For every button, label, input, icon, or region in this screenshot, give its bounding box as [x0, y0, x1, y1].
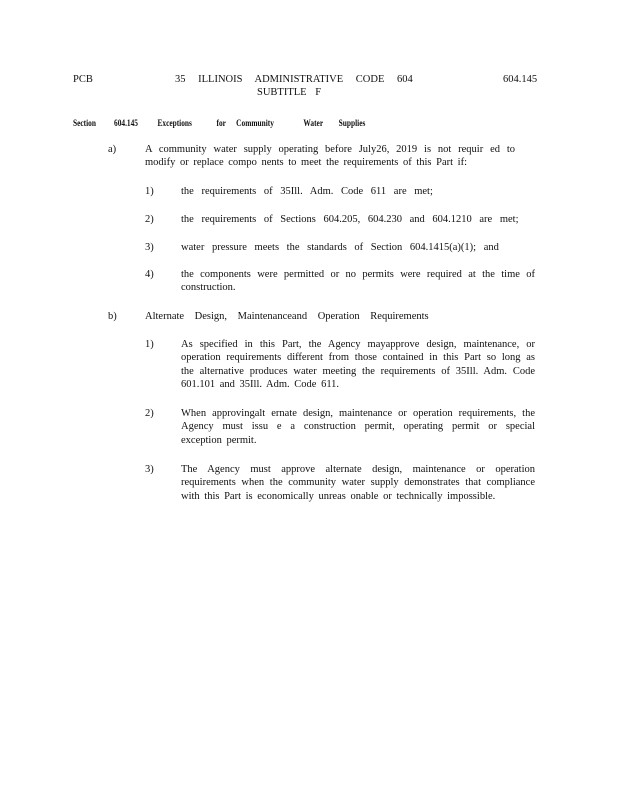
section-heading-word: Community: [236, 118, 274, 128]
section-heading-word: Exceptions: [157, 118, 192, 128]
item-label: 1): [145, 186, 154, 197]
section-heading: [73, 118, 365, 130]
section-heading-word: for: [216, 118, 226, 128]
header-title-line2: SUBTITLE F: [257, 87, 322, 99]
item-text: the components were permitted or no permits were required at the time of construction.: [181, 269, 535, 294]
item-label: 3): [145, 464, 154, 475]
section-heading-number: 604.145: [114, 118, 138, 128]
item-text: As specified in this Part, the Agency mayapprove design, maintenance, or operation requirements different from those contained in this Part so long as the alternative produces water meeting the requirements of 35Ill. Adm. Code 601.101 and 35Ill. Adm. Code 611.: [181, 339, 535, 391]
item-label: 1): [145, 339, 154, 350]
subsection-b-text: Alternate Design, Maintenanceand Operation Requirements: [145, 311, 429, 322]
header-title-line1: 35 ILLINOIS ADMINISTRATIVE CODE 604: [175, 74, 413, 85]
section-heading-word: Water: [303, 118, 324, 128]
header-title: [175, 73, 415, 100]
item-text: The Agency must approve alternate design, maintenance or operation requirements when the community water supply demonstrates that compliance with this Part is economically unreas onable or technically impossible.: [181, 464, 535, 502]
section-heading-word: Section: [73, 118, 96, 128]
subsection-b-label: b): [108, 311, 117, 322]
item-text: water pressure meets the standards of Section 604.1415(a)(1); and: [181, 242, 499, 253]
subsection-a-label: a): [108, 144, 117, 155]
item-text: When approvingalt ernate design, maintenance or operation requirements, the Agency must issu e a construction permit, operating permit or special exception permit.: [181, 408, 535, 446]
subsection-a-text: A community water supply operating before July26, 2019 is not requir ed to modify or replace compo nents to meet the requirements of this Part if:: [145, 144, 515, 169]
item-label: 3): [145, 242, 154, 253]
item-text: the requirements of 35Ill. Adm. Code 611 are met;: [181, 186, 433, 197]
section-heading-word: Supplies: [338, 118, 366, 128]
header-section-number: 604.145: [503, 74, 538, 85]
item-label: 4): [145, 269, 154, 280]
header-agency: PCB: [73, 74, 93, 85]
item-text: the requirements of Sections 604.205, 604.230 and 604.1210 are met;: [181, 214, 519, 225]
item-label: 2): [145, 408, 154, 419]
item-label: 2): [145, 214, 154, 225]
